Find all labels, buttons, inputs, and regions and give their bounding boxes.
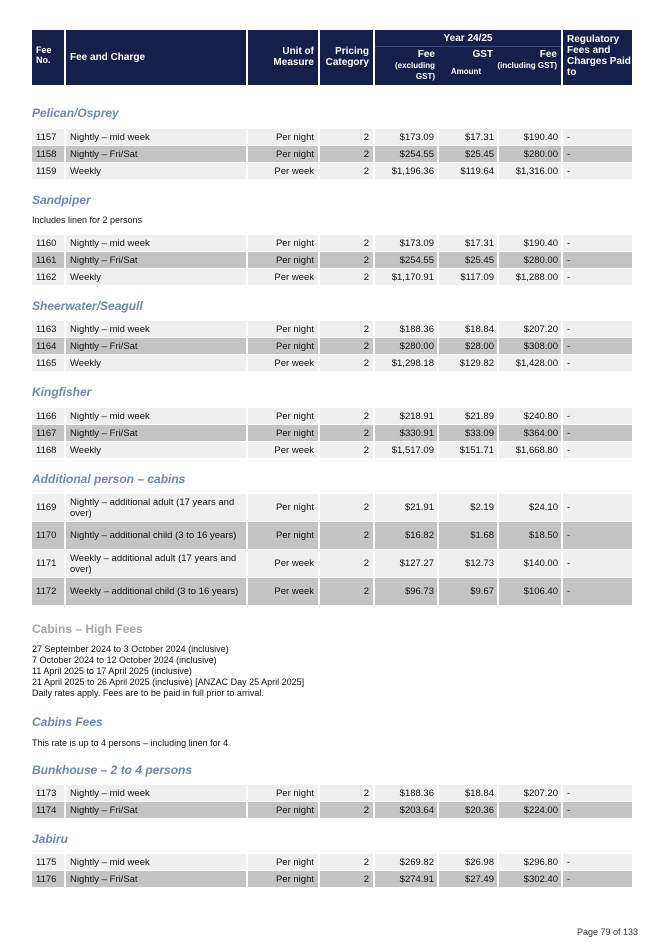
fee-no-cell: 1165 bbox=[32, 355, 64, 371]
fee-no-cell: 1173 bbox=[32, 785, 64, 801]
fee-excl-cell: $1,298.18 bbox=[375, 355, 437, 371]
unit-cell: Per night bbox=[248, 785, 318, 801]
table-row bbox=[32, 785, 639, 801]
fee-no-cell: 1167 bbox=[32, 425, 64, 441]
fee-excl-cell: $1,517.09 bbox=[375, 442, 437, 458]
description-cell: Nightly – additional adult (17 years and over) bbox=[66, 494, 246, 521]
unit-cell: Per week bbox=[248, 442, 318, 458]
category-cell: 2 bbox=[320, 146, 373, 162]
regulatory-cell: - bbox=[563, 578, 632, 605]
unit-cell: Per night bbox=[248, 494, 318, 521]
fee-incl-cell: $308.00 bbox=[499, 338, 561, 354]
regulatory-cell: - bbox=[563, 129, 632, 145]
category-cell: 2 bbox=[320, 802, 373, 818]
fee-no-cell: 1157 bbox=[32, 129, 64, 145]
regulatory-cell: - bbox=[563, 854, 632, 870]
table-row bbox=[32, 146, 639, 162]
gst-cell: $25.45 bbox=[439, 146, 497, 162]
table-row bbox=[32, 235, 639, 251]
gst-cell: $1.68 bbox=[439, 522, 497, 549]
gst-cell: $20.36 bbox=[439, 802, 497, 818]
gst-cell: $129.82 bbox=[439, 355, 497, 371]
fee-excl-cell: $218.91 bbox=[375, 408, 437, 424]
regulatory-cell: - bbox=[563, 163, 632, 179]
category-cell: 2 bbox=[320, 252, 373, 268]
table-row bbox=[32, 269, 639, 285]
fee-incl-cell: $106.40 bbox=[499, 578, 561, 605]
category-cell: 2 bbox=[320, 522, 373, 549]
fee-no-cell: 1166 bbox=[32, 408, 64, 424]
category-cell: 2 bbox=[320, 163, 373, 179]
regulatory-cell: - bbox=[563, 321, 632, 337]
header-divider bbox=[375, 46, 561, 47]
category-cell: 2 bbox=[320, 129, 373, 145]
section-title-sheerwater: Sheerwater/Seagull bbox=[32, 299, 143, 313]
category-cell: 2 bbox=[320, 425, 373, 441]
section-title-high-fees: Cabins – High Fees bbox=[32, 622, 143, 636]
high-fees-lines bbox=[32, 644, 304, 699]
fee-excl-cell: $188.36 bbox=[375, 785, 437, 801]
table-row bbox=[32, 129, 639, 145]
fee-excl-cell: $274.91 bbox=[375, 871, 437, 887]
table-sandpiper bbox=[32, 235, 639, 286]
table-row bbox=[32, 355, 639, 371]
regulatory-cell: - bbox=[563, 785, 632, 801]
unit-cell: Per night bbox=[248, 871, 318, 887]
section-title-kingfisher: Kingfisher bbox=[32, 385, 92, 399]
description-cell: Nightly – mid week bbox=[66, 235, 246, 251]
description-cell: Nightly – mid week bbox=[66, 785, 246, 801]
gst-cell: $9.67 bbox=[439, 578, 497, 605]
gst-cell: $17.31 bbox=[439, 129, 497, 145]
unit-cell: Per night bbox=[248, 252, 318, 268]
regulatory-cell: - bbox=[563, 252, 632, 268]
description-cell: Nightly – Fri/Sat bbox=[66, 338, 246, 354]
gst-cell: $2.19 bbox=[439, 494, 497, 521]
high-fees-line: 21 April 2025 to 26 April 2025 (inclusive) [ANZAC Day 25 April 2025] bbox=[32, 677, 305, 687]
regulatory-cell: - bbox=[563, 522, 632, 549]
fee-incl-cell: $1,668.80 bbox=[499, 442, 561, 458]
fee-no-cell: 1170 bbox=[32, 522, 64, 549]
description-cell: Weekly – additional adult (17 years and over) bbox=[66, 550, 246, 577]
gst-cell: $28.00 bbox=[439, 338, 497, 354]
description-cell: Nightly – Fri/Sat bbox=[66, 802, 246, 818]
table-jabiru bbox=[32, 854, 639, 888]
description-cell: Nightly – mid week bbox=[66, 408, 246, 424]
unit-cell: Per week bbox=[248, 355, 318, 371]
unit-cell: Per week bbox=[248, 269, 318, 285]
table-row bbox=[32, 321, 639, 337]
fee-incl-cell: $240.80 bbox=[499, 408, 561, 424]
regulatory-cell: - bbox=[563, 408, 632, 424]
regulatory-cell: - bbox=[563, 425, 632, 441]
regulatory-cell: - bbox=[563, 146, 632, 162]
gst-cell: $18.84 bbox=[439, 321, 497, 337]
description-cell: Weekly bbox=[66, 269, 246, 285]
fee-excl-cell: $269.82 bbox=[375, 854, 437, 870]
header-year-group bbox=[375, 30, 561, 85]
fee-excl-cell: $280.00 bbox=[375, 338, 437, 354]
table-row bbox=[32, 252, 639, 268]
fee-excl-cell: $96.73 bbox=[375, 578, 437, 605]
fee-no-cell: 1172 bbox=[32, 578, 64, 605]
table-row bbox=[32, 854, 639, 870]
section-title-jabiru: Jabiru bbox=[32, 832, 69, 846]
table-row bbox=[32, 442, 639, 458]
fee-excl-cell: $203.64 bbox=[375, 802, 437, 818]
unit-cell: Per night bbox=[248, 146, 318, 162]
fee-incl-cell: $224.00 bbox=[499, 802, 561, 818]
unit-cell: Per week bbox=[248, 578, 318, 605]
regulatory-cell: - bbox=[563, 442, 632, 458]
table-pelican bbox=[32, 129, 639, 180]
section-title-cabins-fees: Cabins Fees bbox=[32, 715, 103, 729]
table-row bbox=[32, 425, 639, 441]
unit-cell: Per week bbox=[248, 550, 318, 577]
table-additional bbox=[32, 494, 639, 606]
category-cell: 2 bbox=[320, 550, 373, 577]
fee-no-cell: 1159 bbox=[32, 163, 64, 179]
category-cell: 2 bbox=[320, 235, 373, 251]
fee-incl-cell: $18.50 bbox=[499, 522, 561, 549]
header-fee-excl: Fee (excluding GST) bbox=[394, 49, 435, 81]
table-kingfisher bbox=[32, 408, 639, 459]
header-regulatory: Regulatory Fees and Charges Paid to bbox=[563, 30, 632, 85]
table-row bbox=[32, 578, 639, 605]
description-cell: Nightly – Fri/Sat bbox=[66, 252, 246, 268]
table-row bbox=[32, 494, 639, 521]
category-cell: 2 bbox=[320, 269, 373, 285]
section-title-sandpiper: Sandpiper bbox=[32, 193, 91, 207]
high-fees-line: 7 October 2024 to 12 October 2024 (inclusive) bbox=[32, 655, 217, 665]
regulatory-cell: - bbox=[563, 494, 632, 521]
fee-no-cell: 1160 bbox=[32, 235, 64, 251]
fee-incl-cell: $296.80 bbox=[499, 854, 561, 870]
unit-cell: Per night bbox=[248, 802, 318, 818]
unit-cell: Per night bbox=[248, 129, 318, 145]
description-cell: Nightly – Fri/Sat bbox=[66, 425, 246, 441]
fee-incl-cell: $190.40 bbox=[499, 129, 561, 145]
fee-excl-cell: $1,170.91 bbox=[375, 269, 437, 285]
fee-excl-cell: $127.27 bbox=[375, 550, 437, 577]
fee-excl-cell: $188.36 bbox=[375, 321, 437, 337]
regulatory-cell: - bbox=[563, 802, 632, 818]
fee-no-cell: 1176 bbox=[32, 871, 64, 887]
fee-incl-cell: $190.40 bbox=[499, 235, 561, 251]
description-cell: Nightly – mid week bbox=[66, 854, 246, 870]
section-note-sandpiper: Includes linen for 2 persons bbox=[32, 215, 143, 225]
gst-cell: $117.09 bbox=[439, 269, 497, 285]
fee-no-cell: 1164 bbox=[32, 338, 64, 354]
unit-cell: Per night bbox=[248, 522, 318, 549]
unit-cell: Per night bbox=[248, 338, 318, 354]
gst-cell: $26.98 bbox=[439, 854, 497, 870]
regulatory-cell: - bbox=[563, 338, 632, 354]
section-title-additional: Additional person – cabins bbox=[32, 472, 186, 486]
description-cell: Weekly bbox=[66, 355, 246, 371]
high-fees-line: 11 April 2025 to 17 April 2025 (inclusive) bbox=[32, 666, 192, 676]
description-cell: Weekly – additional child (3 to 16 years) bbox=[66, 578, 246, 605]
fee-incl-cell: $1,288.00 bbox=[499, 269, 561, 285]
table-row bbox=[32, 522, 639, 549]
header-fee-incl: Fee (including GST) bbox=[497, 49, 557, 70]
unit-cell: Per night bbox=[248, 235, 318, 251]
fee-incl-cell: $207.20 bbox=[499, 321, 561, 337]
fee-excl-cell: $254.55 bbox=[375, 146, 437, 162]
table-row bbox=[32, 338, 639, 354]
fee-no-cell: 1171 bbox=[32, 550, 64, 577]
description-cell: Nightly – mid week bbox=[66, 321, 246, 337]
fee-incl-cell: $364.00 bbox=[499, 425, 561, 441]
fee-excl-cell: $21.91 bbox=[375, 494, 437, 521]
fee-excl-cell: $1,196.36 bbox=[375, 163, 437, 179]
gst-cell: $33.09 bbox=[439, 425, 497, 441]
header-fee-and-charge: Fee and Charge bbox=[66, 30, 246, 85]
unit-cell: Per night bbox=[248, 408, 318, 424]
fee-no-cell: 1162 bbox=[32, 269, 64, 285]
fee-incl-cell: $140.00 bbox=[499, 550, 561, 577]
category-cell: 2 bbox=[320, 321, 373, 337]
gst-cell: $12.73 bbox=[439, 550, 497, 577]
fee-no-cell: 1174 bbox=[32, 802, 64, 818]
fee-no-cell: 1168 bbox=[32, 442, 64, 458]
header-fee-no: Fee No. bbox=[32, 30, 64, 85]
header-gst: GST Amount bbox=[450, 49, 493, 76]
table-row bbox=[32, 871, 639, 887]
category-cell: 2 bbox=[320, 871, 373, 887]
section-note-cabins-fees: This rate is up to 4 persons – including linen for 4 bbox=[32, 738, 229, 748]
description-cell: Nightly – mid week bbox=[66, 129, 246, 145]
regulatory-cell: - bbox=[563, 871, 632, 887]
fee-incl-cell: $280.00 bbox=[499, 252, 561, 268]
fee-no-cell: 1161 bbox=[32, 252, 64, 268]
fee-excl-cell: $173.09 bbox=[375, 129, 437, 145]
fee-excl-cell: $173.09 bbox=[375, 235, 437, 251]
category-cell: 2 bbox=[320, 578, 373, 605]
table-row bbox=[32, 802, 639, 818]
header-year: Year 24/25 bbox=[443, 33, 493, 44]
regulatory-cell: - bbox=[563, 550, 632, 577]
description-cell: Nightly – Fri/Sat bbox=[66, 871, 246, 887]
fee-incl-cell: $1,316.00 bbox=[499, 163, 561, 179]
gst-cell: $119.64 bbox=[439, 163, 497, 179]
header-pricing-category: Pricing Category bbox=[320, 30, 373, 85]
gst-cell: $25.45 bbox=[439, 252, 497, 268]
fee-no-cell: 1175 bbox=[32, 854, 64, 870]
section-title-bunkhouse: Bunkhouse – 2 to 4 persons bbox=[32, 763, 193, 777]
unit-cell: Per night bbox=[248, 321, 318, 337]
table-header bbox=[32, 30, 639, 85]
table-sheerwater bbox=[32, 321, 639, 372]
page-number: Page 79 of 133 bbox=[576, 927, 638, 937]
high-fees-line: Daily rates apply. Fees are to be paid in full prior to arrival. bbox=[32, 688, 264, 698]
description-cell: Nightly – additional child (3 to 16 years) bbox=[66, 522, 246, 549]
table-bunkhouse bbox=[32, 785, 639, 819]
regulatory-cell: - bbox=[563, 355, 632, 371]
header-unit-of-measure: Unit of Measure bbox=[248, 30, 318, 85]
fee-no-cell: 1158 bbox=[32, 146, 64, 162]
fee-incl-cell: $207.20 bbox=[499, 785, 561, 801]
description-cell: Weekly bbox=[66, 163, 246, 179]
description-cell: Weekly bbox=[66, 442, 246, 458]
fee-excl-cell: $330.91 bbox=[375, 425, 437, 441]
category-cell: 2 bbox=[320, 355, 373, 371]
category-cell: 2 bbox=[320, 338, 373, 354]
table-row bbox=[32, 550, 639, 577]
fee-excl-cell: $254.55 bbox=[375, 252, 437, 268]
gst-cell: $27.49 bbox=[439, 871, 497, 887]
gst-cell: $21.89 bbox=[439, 408, 497, 424]
unit-cell: Per night bbox=[248, 425, 318, 441]
category-cell: 2 bbox=[320, 785, 373, 801]
fee-incl-cell: $280.00 bbox=[499, 146, 561, 162]
fee-incl-cell: $1,428.00 bbox=[499, 355, 561, 371]
gst-cell: $151.71 bbox=[439, 442, 497, 458]
unit-cell: Per week bbox=[248, 163, 318, 179]
fee-no-cell: 1169 bbox=[32, 494, 64, 521]
fee-excl-cell: $16.82 bbox=[375, 522, 437, 549]
gst-cell: $18.84 bbox=[439, 785, 497, 801]
fee-no-cell: 1163 bbox=[32, 321, 64, 337]
section-title-pelican: Pelican/Osprey bbox=[32, 106, 119, 120]
regulatory-cell: - bbox=[563, 269, 632, 285]
table-row bbox=[32, 163, 639, 179]
regulatory-cell: - bbox=[563, 235, 632, 251]
category-cell: 2 bbox=[320, 408, 373, 424]
category-cell: 2 bbox=[320, 854, 373, 870]
category-cell: 2 bbox=[320, 494, 373, 521]
high-fees-line: 27 September 2024 to 3 October 2024 (inclusive) bbox=[32, 644, 229, 654]
fee-incl-cell: $24.10 bbox=[499, 494, 561, 521]
gst-cell: $17.31 bbox=[439, 235, 497, 251]
fee-incl-cell: $302.40 bbox=[499, 871, 561, 887]
description-cell: Nightly – Fri/Sat bbox=[66, 146, 246, 162]
table-row bbox=[32, 408, 639, 424]
unit-cell: Per night bbox=[248, 854, 318, 870]
category-cell: 2 bbox=[320, 442, 373, 458]
